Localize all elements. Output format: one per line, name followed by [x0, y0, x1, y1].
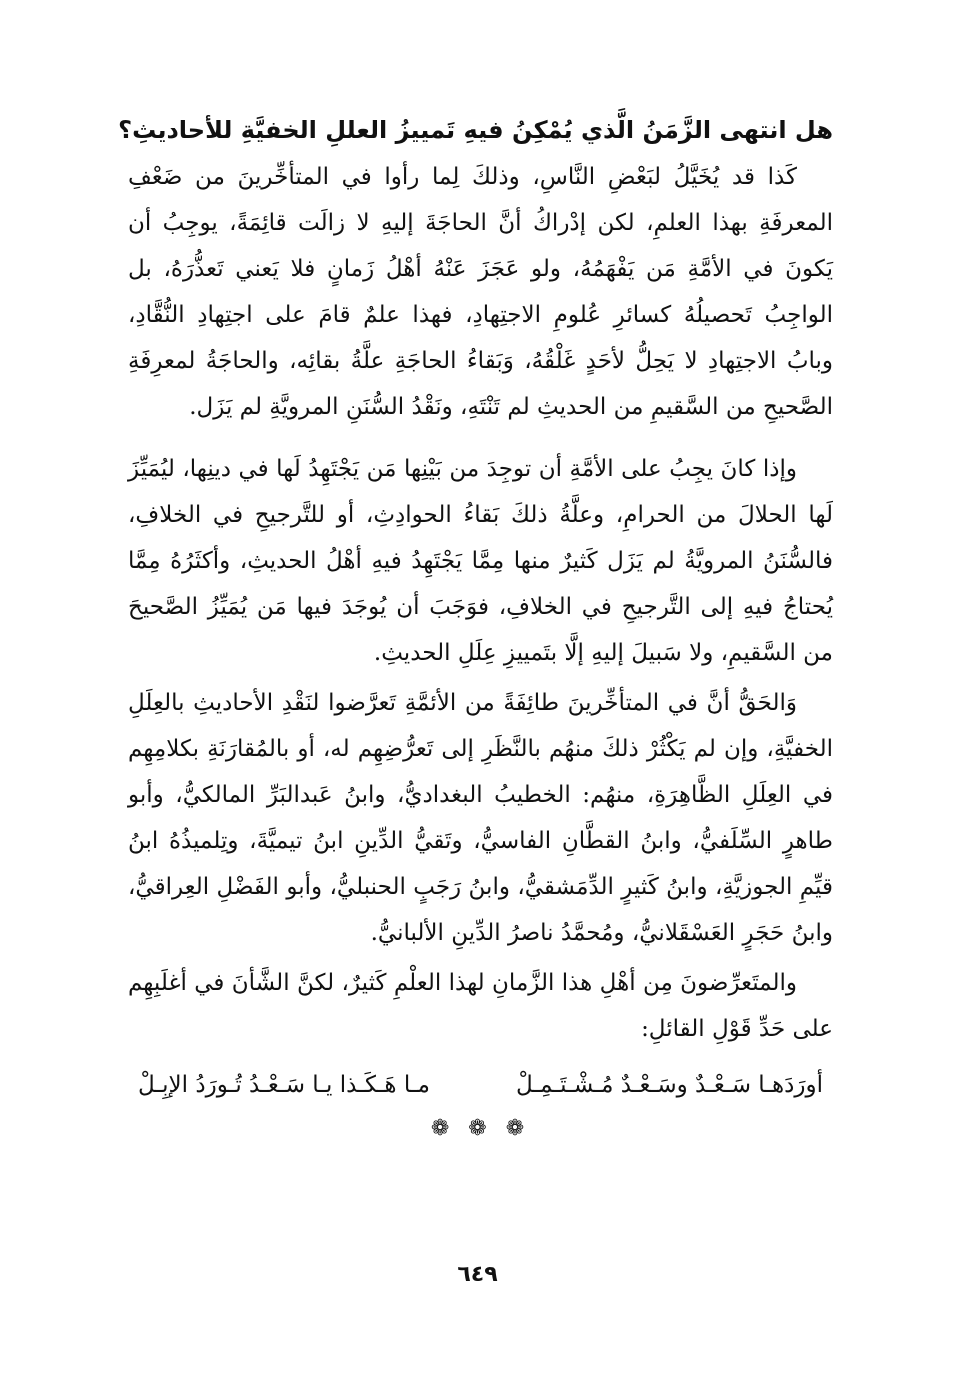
- paragraph-2: وإذا كانَ يجِبُ على الأمَّةِ أن توجِدَ من بَيْنِها مَن يَجْتَهِدُ لَها في دينِها، ليُمَيِّزَ لَها الحلالَ من الحرامِ، وعلَّةُ ذلكَ بَقاءُ الحوادِثِ، أو للتَّرجيحِ في الخلافِ، فالسُّنَنُ المرويَّةُ لم يَزَل كَثيرٌ منها مِمَّا يَجْتَهِدُ فيهِ أهْلُ الحديثِ، وأكثَرُهُ مِمَّا يُحتاجُ فيهِ إلى التَّرجيحِ في الخلافِ، فوَجَبَ أن يُوجَدَ فيها مَن يُمَيِّزُ الصَّحيحَ من السَّقيمِ، ولا سَبيلَ إليهِ إلَّا بتَمييزِ عِلَلِ الحديثِ.: [128, 456, 833, 666]
- verse-first-hemistich: أورَدَهـا سَـعْـدٌ وسَـعْـدٌ مُـشْـتَـمِـلْ: [515, 1072, 823, 1098]
- page-number: ٦٤٩: [457, 1262, 498, 1287]
- section-separator-ornament: ❁ ❁ ❁: [430, 1116, 531, 1141]
- section-heading: هل انتهى الزَّمَنُ الَّذي يُمْكِنُ فيهِ تَمييزُ العللِ الخفيَّةِ للأحاديثِ؟: [118, 116, 833, 144]
- paragraph-4: والمتَعرِّضونَ مِن أهْلِ هذا الزَّمانِ لهذا العلْمِ كَثيرٌ، لكنَّ الشَّأنَ في أغلَبِهِم على حَدِّ قَوْلِ القائلِ:: [128, 970, 833, 1042]
- poetry-verse: [138, 1062, 823, 1108]
- verse-second-hemistich: مـا هَـكَـذا يـا سَـعْـدُ تُـورَدُ الإبِـلْ: [138, 1072, 430, 1098]
- paragraph-1: كَذا قد يُخَيَّلُ لبَعْضِ النَّاسِ، وذلكَ لِما رأوا في المتأخِّرينَ من ضَعْفِ المعرفَةِ بهذا العلمِ، لكن إدْراكُ أنَّ الحاجَةَ إليهِ لا زالَت قائِمَةً، يوجِبُ أن يَكونَ في الأمَّةِ مَن يَفْهَمُهُ، ولو عَجَزَ عَنْهُ أهْلُ زَمانٍ فلا يَعني تَعذُّرَهُ، بل الواجِبُ تَحصيلُهُ كسائرِ عُلومِ الاجتِهادِ، فهذا علمٌ قامَ على اجتِهادِ النُّقَّادِ، وبابُ الاجتِهادِ لا يَحِلُّ لأحَدٍ غَلْقُهُ، وَبَقاءُ الحاجَةِ علَّةُ بقائِه، والحاجَةُ لمعرِفَةِ الصَّحيحِ من السَّقيمِ من الحديثِ لم تَنْتَهِ، ونَقْدُ السُّنَنِ المرويَّةِ لم يَزَل.: [128, 164, 833, 420]
- paragraph-3: وَالحَقُّ أنَّ في المتأخِّرينَ طائِفَةً من الأئمَّةِ تَعرَّضوا لنَقْدِ الأحاديثِ بالعِلَلِ الخفيَّةِ، وإن لم يَكْثُرْ ذلكَ منهُم بالنَّظَرِ إلى تَعرُّضِهِم له، أو بالمُقارَنَةِ بكلامِهِم في العِلَلِ الظَّاهِرَةِ، منهُم: الخطيبُ البغداديُّ، وابنُ عَبدالبَرِّ المالكيُّ، وأبو طاهرٍ السِّلَفيُّ، وابنُ القطَّانِ الفاسيُّ، وتَقيُّ الدِّينِ ابنُ تيميَّةَ، وتِلميذُهُ ابنُ قيِّمِ الجوزيَّةِ، وابنُ كَثيرٍ الدِّمَشقيُّ، وابنُ رَجَبٍ الحنبليُّ، وأبو الفَضْلِ العِراقيُّ، وابنُ حَجَرٍ العَسْقَلانيُّ، ومُحمَّدُ ناصرُ الدِّينِ الألبانيُّ.: [128, 690, 833, 946]
